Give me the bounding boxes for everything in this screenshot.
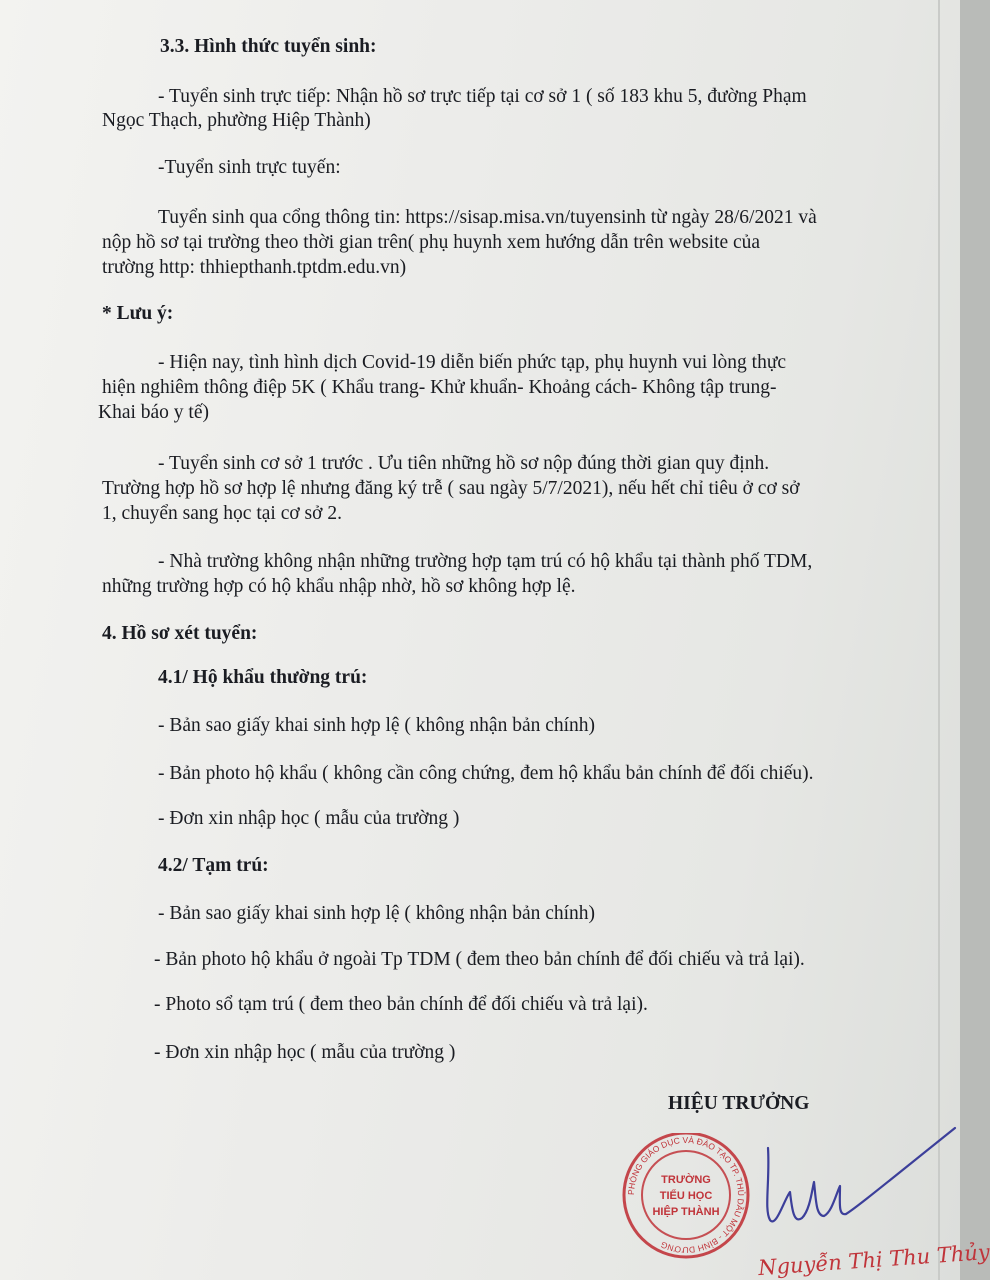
note-p3-line-2: những trường hợp có hộ khẩu nhập nhờ, hồ sơ không hợp lệ. [102,576,576,597]
temporary-residence-item-4: - Đơn xin nhập học ( mẫu của trường ) [154,1042,456,1063]
direct-admission-line-1: - Tuyển sinh trực tiếp: Nhận hồ sơ trực tiếp tại cơ sở 1 ( số 183 khu 5, đường Phạm [158,86,807,107]
note-p2-line-3: 1, chuyển sang học tại cơ sở 2. [102,503,342,524]
stamp-line-3: HIỆP THÀNH [652,1206,720,1218]
handwritten-signature [740,1120,960,1250]
online-admission-line-1: Tuyển sinh qua cổng thông tin: https://sisap.misa.vn/tuyensinh từ ngày 28/6/2021 và [158,207,817,228]
permanent-residence-item-1: - Bản sao giấy khai sinh hợp lệ ( không nhận bản chính) [158,715,596,736]
permanent-residence-item-2: - Bản photo hộ khẩu ( không cần công chứng, đem hộ khẩu bản chính để đối chiếu). [158,763,814,784]
stamp-line-2: TIỂU HỌC [659,1190,713,1202]
section-heading-4: 4. Hồ sơ xét tuyển: [102,623,258,644]
principal-title: HIỆU TRƯỞNG [668,1093,810,1114]
note-p1-line-3: Khai báo y tế) [98,402,210,423]
stamp-line-1: TRƯỜNG [661,1174,711,1186]
note-p1-line-1: - Hiện nay, tình hình dịch Covid-19 diễn biến phức tạp, phụ huynh vui lòng thực [158,352,787,373]
section-heading-3-3: 3.3. Hình thức tuyển sinh: [160,36,377,57]
direct-admission-line-2: Ngọc Thạch, phường Hiệp Thành) [102,110,371,131]
online-admission-line-2: nộp hồ sơ tại trường theo thời gian trên( phụ huynh xem hướng dẫn trên website của [102,232,761,253]
note-p1-line-2: hiện nghiêm thông điệp 5K ( Khẩu trang- Khử khuẩn- Khoảng cách- Không tập trung- [102,377,777,398]
page-edge-divider [938,0,940,1280]
online-admission-label: -Tuyển sinh trực tuyến: [158,157,341,178]
note-p2-line-1: - Tuyển sinh cơ sở 1 trước . Ưu tiên những hồ sơ nộp đúng thời gian quy định. [158,453,770,474]
note-p3-line-1: - Nhà trường không nhận những trường hợp tạm trú có hộ khẩu tại thành phố TDM, [158,551,813,572]
school-seal-stamp [612,1133,760,1263]
temporary-residence-item-2: - Bản photo hộ khẩu ở ngoài Tp TDM ( đem theo bản chính để đối chiếu và trả lại). [154,949,805,970]
subsection-heading-4-1: 4.1/ Hộ khẩu thường trú: [158,667,368,688]
temporary-residence-item-3: - Photo sổ tạm trú ( đem theo bản chính để đối chiếu và trả lại). [154,994,648,1015]
temporary-residence-item-1: - Bản sao giấy khai sinh hợp lệ ( không nhận bản chính) [158,903,596,924]
permanent-residence-item-3: - Đơn xin nhập học ( mẫu của trường ) [158,808,460,829]
note-p2-line-2: Trường hợp hồ sơ hợp lệ nhưng đăng ký trễ ( sau ngày 5/7/2021), nếu hết chỉ tiêu ở cơ sở [102,478,800,499]
signer-name: Nguyễn Thị Thu Thủy [757,1239,990,1280]
online-admission-line-3: trường http: thhiepthanh.tptdm.edu.vn) [102,257,407,278]
subsection-heading-4-2: 4.2/ Tạm trú: [158,855,269,876]
note-heading: * Lưu ý: [102,303,174,324]
stamp-ring-text: PHÒNG GIÁO DỤC VÀ ĐÀO TẠO TP. THỦ DẦU MỘT - BÌNH DƯƠNG [625,1134,747,1256]
